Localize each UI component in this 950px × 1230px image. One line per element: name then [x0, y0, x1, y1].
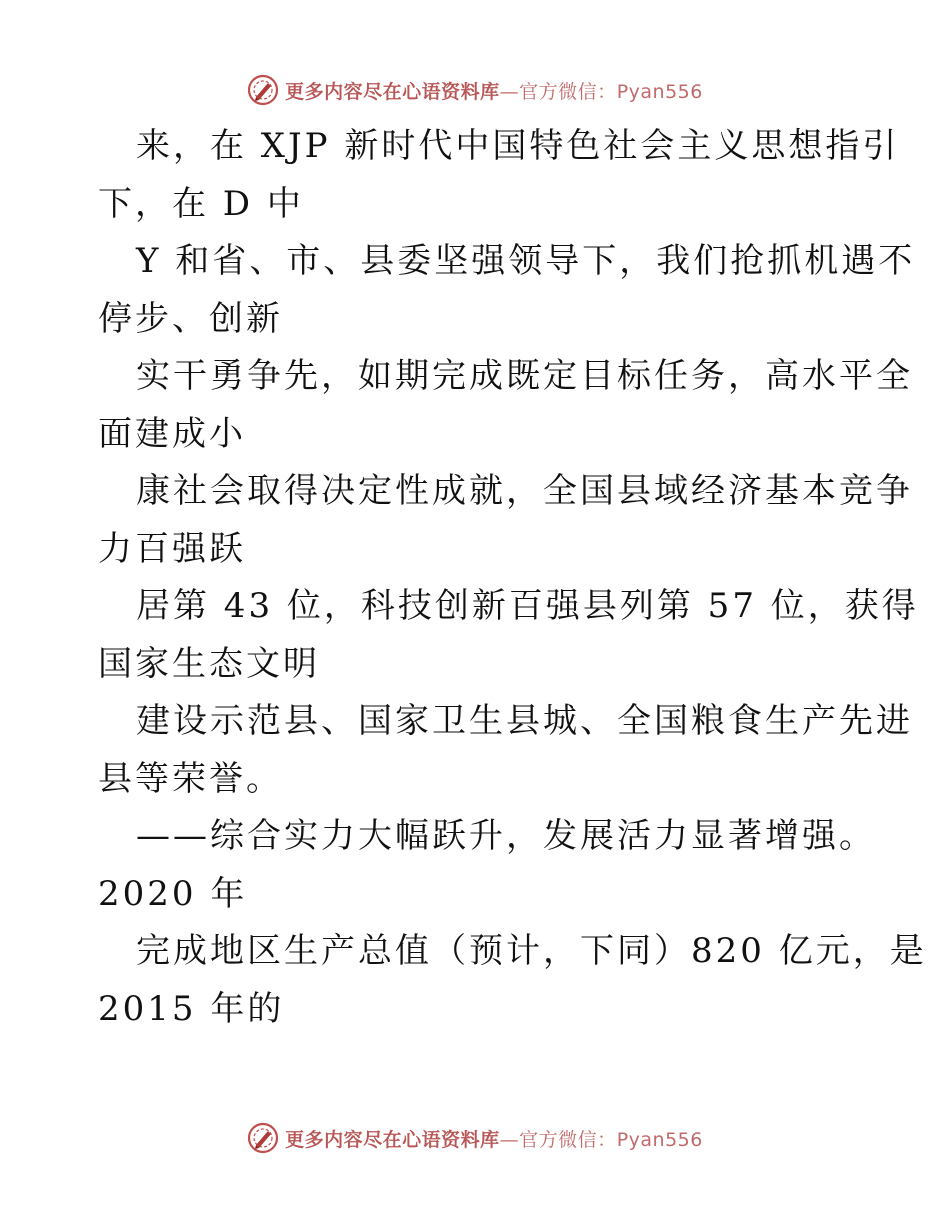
text-line: 力百强跃 — [98, 528, 246, 569]
text-line: 下，在 D 中 — [98, 183, 304, 224]
watermark-dash: — — [499, 1128, 520, 1151]
watermark-text — [285, 77, 703, 104]
text-line: 来，在 XJP 新时代中国特色社会主义思想指引 — [136, 126, 900, 166]
text-line: 完成地区生产总值（预计，下同）820 亿元，是 — [136, 931, 927, 971]
watermark-text — [285, 1125, 703, 1152]
watermark-official-label: 官方微信： — [519, 80, 617, 103]
pen-logo-icon — [247, 1122, 279, 1154]
text-line: 2020 年 — [98, 873, 248, 914]
footer-watermark — [0, 1118, 950, 1158]
pen-logo-icon — [247, 74, 279, 106]
text-line: 实干勇争先，如期完成既定目标任务，高水平全 — [136, 356, 913, 396]
text-line: 面建成小 — [98, 413, 246, 454]
text-line: 停步、创新 — [98, 298, 283, 339]
watermark-dash: — — [499, 80, 520, 103]
text-line: 康社会取得决定性成就，全国县域经济基本竞争 — [136, 471, 913, 511]
watermark-main-text: 更多内容尽在心语资料库 — [285, 80, 500, 103]
text-line: 居第 43 位，科技创新百强县列第 57 位，获得 — [136, 586, 919, 626]
watermark-wechat-id: Pyan556 — [616, 80, 703, 103]
document-body — [98, 118, 927, 1038]
text-line: 2015 年的 — [98, 988, 285, 1029]
text-line: 县等荣誉。 — [98, 758, 283, 799]
text-line: 建设示范县、国家卫生县城、全国粮食生产先进 — [136, 701, 913, 741]
text-line: ——综合实力大幅跃升，发展活力显著增强。 — [136, 816, 876, 856]
text-line: 国家生态文明 — [98, 643, 320, 684]
watermark-official-label: 官方微信： — [519, 1128, 617, 1151]
watermark-wechat-id: Pyan556 — [616, 1128, 703, 1151]
watermark-main-text: 更多内容尽在心语资料库 — [285, 1128, 500, 1151]
text-line: Y 和省、市、县委坚强领导下，我们抢抓机遇不 — [136, 241, 916, 281]
header-watermark — [0, 70, 950, 110]
